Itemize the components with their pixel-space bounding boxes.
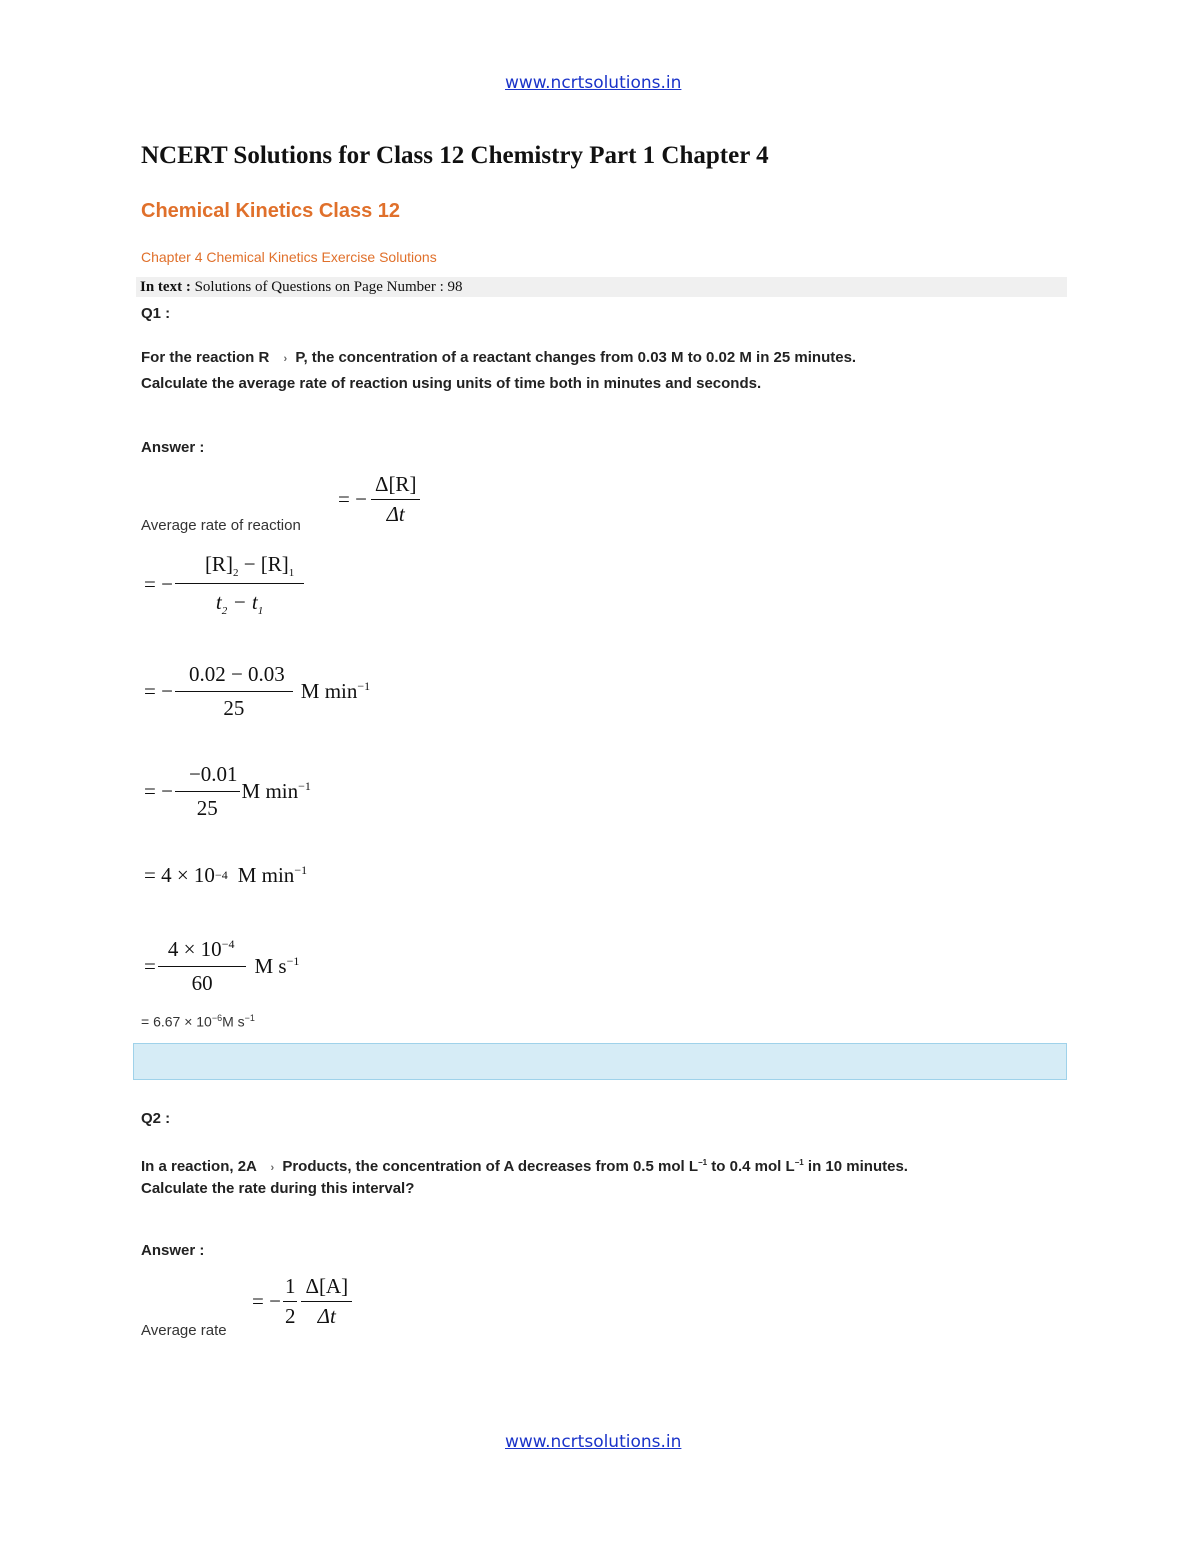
eq-operator: = − [144,572,173,597]
fraction-numerator: −0.01 [175,762,240,792]
fraction [158,937,247,996]
q1-line1-part-a: For the reaction R [141,349,270,366]
fraction-denominator: 60 [191,971,213,995]
chapter-line: Chapter 4 Chemical Kinetics Exercise Solutions [141,249,437,265]
arrow-icon: › [283,353,288,365]
eq-text: = 4 × 10 [144,863,215,887]
fraction-numerator: 0.02 − 0.03 [175,662,293,692]
q1-eq4 [144,762,311,821]
eq-operator: = − [144,779,173,803]
fraction-denominator: 2 [284,1304,296,1328]
q1-eq3 [144,662,370,721]
q2-line1-part-d: in 10 minutes. [807,1158,908,1175]
arrow-icon: › [270,1162,275,1174]
page-title: NCERT Solutions for Class 12 Chemistry Part 1 Chapter 4 [141,142,769,169]
fraction-denominator: Δt [386,502,405,526]
unit [301,679,370,704]
fraction-numerator: Δ[A] [301,1274,352,1302]
superscript: −6 [211,1013,223,1023]
q1-final-result [141,1013,255,1030]
q1-question-line1 [141,345,856,372]
fraction [371,472,421,527]
header-site-link[interactable]: www.ncrtsolutions.in [505,73,682,93]
superscript: −1 [697,1158,708,1167]
term: [R] [204,552,233,576]
fraction [175,762,240,821]
q2-line1-part-b: Products, the concentration of A decreases from 0.5 mol L [282,1158,698,1175]
q1-answer-label: Answer : [141,439,205,456]
subscript: 1 [257,605,264,618]
unit-text: M min [300,679,358,703]
term: − [R] [238,552,289,576]
fraction-numerator [158,937,247,967]
eq-operator: = − [252,1289,281,1313]
unit-text: M min [237,863,295,887]
fraction [175,662,293,721]
q2-avg-rate-label: Average rate [141,1322,227,1339]
q2-answer-label: Answer : [141,1242,205,1259]
superscript: −1 [357,679,371,693]
q2-eq1 [252,1274,352,1329]
term: t [215,590,222,615]
in-text-label: In text : [140,279,191,295]
q2-line1-part-c: to 0.4 mol L [711,1158,795,1175]
q1-line1-part-b: P, the concentration of a reactant changes from 0.03 M to 0.02 M in 25 minutes. [295,349,857,366]
term: 4 × 10 [167,937,222,961]
footer-site-link[interactable]: www.ncrtsolutions.in [505,1432,682,1452]
eq-operator: = − [338,487,367,511]
unit-text: M s [254,954,287,978]
q2-line1-part-a: In a reaction, 2A [141,1158,257,1175]
fraction [301,1274,352,1329]
q1-question-line2: Calculate the average rate of reaction using units of time both in minutes and seconds. [141,375,762,392]
eq-operator: = − [144,679,173,703]
result-text: = 6.67 × 10 [141,1013,212,1030]
fraction-numerator [175,552,304,584]
in-text-value: Solutions of Questions on Page Number : 98 [194,279,463,295]
fraction-denominator: Δt [317,1304,336,1328]
fraction-numerator: Δ[R] [371,472,421,500]
superscript: −1 [794,1158,804,1167]
q1-eq6 [144,937,299,996]
unit [242,779,311,804]
superscript: −1 [286,954,300,968]
fraction-denominator [175,584,304,617]
in-text-bar [136,277,1067,297]
subscript: 2 [221,605,228,618]
q1-eq1 [338,472,420,527]
subscript: 1 [288,567,295,580]
answer-separator-box [133,1043,1067,1080]
superscript: −4 [214,868,228,882]
fraction [283,1274,298,1329]
q1-avg-rate-label: Average rate of reaction [141,517,301,534]
fraction [175,552,304,617]
unit-text: M min [241,779,299,803]
page-subtitle: Chemical Kinetics Class 12 [141,200,401,222]
unit [254,954,299,979]
unit [238,863,307,888]
eq-operator: = [144,954,156,978]
fraction-denominator: 25 [196,796,218,820]
superscript: −1 [298,779,311,793]
result-unit: M s [222,1013,245,1030]
fraction-denominator: 25 [223,696,245,720]
superscript: −1 [244,1013,255,1023]
term: − t [227,590,258,615]
subscript: 2 [232,567,239,580]
q2-label: Q2 : [141,1110,171,1127]
fraction-numerator: 1 [283,1274,298,1302]
superscript: −1 [294,863,308,877]
q1-label: Q1 : [141,305,171,322]
superscript: −4 [221,937,235,951]
q2-question-line2: Calculate the rate during this interval? [141,1180,415,1197]
q1-eq5 [144,863,307,888]
q1-eq2 [144,552,304,617]
